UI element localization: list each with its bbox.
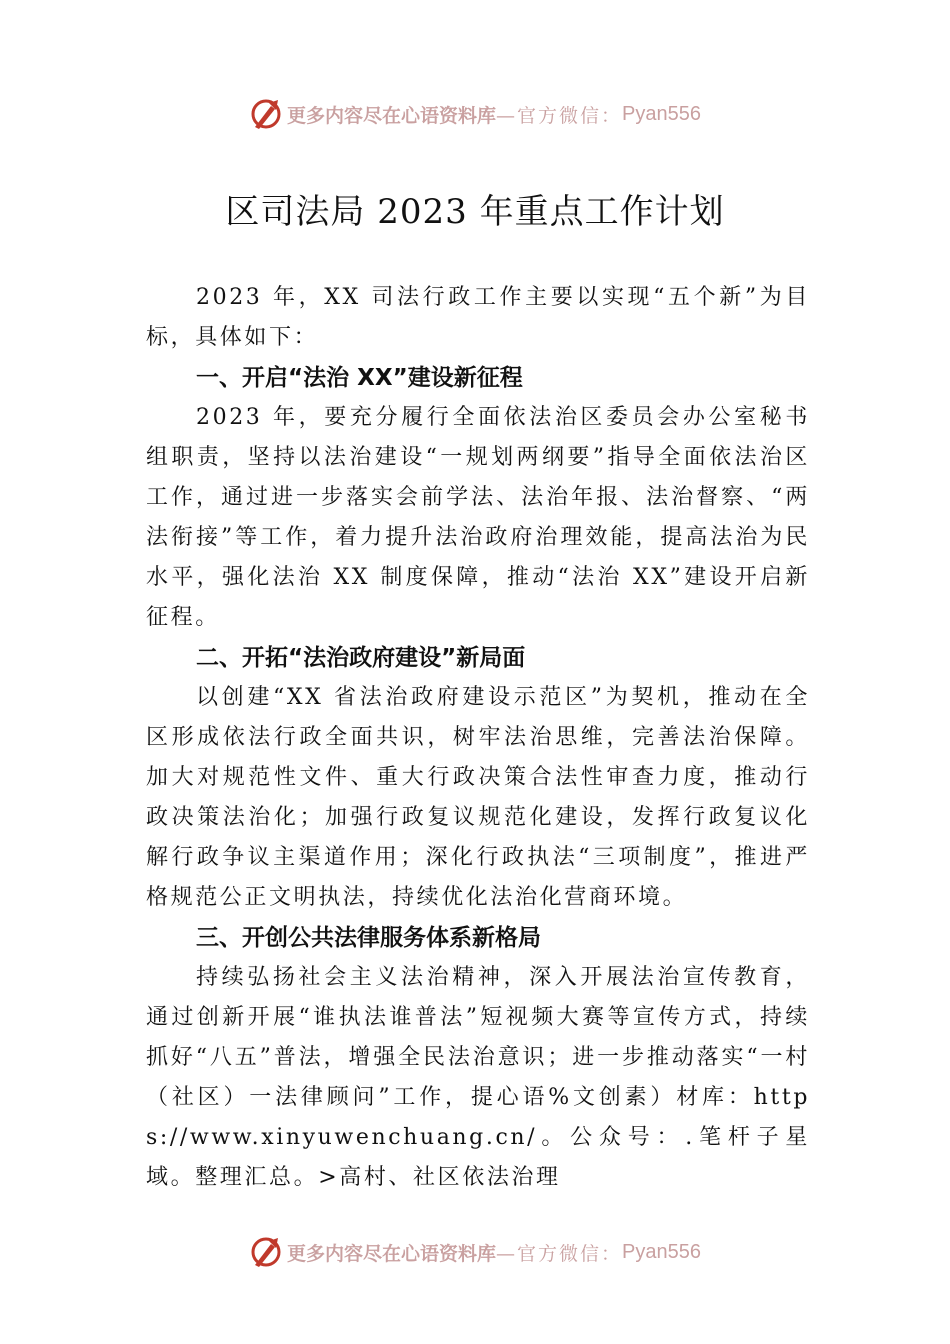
footer-watermark-banner	[0, 1232, 950, 1272]
document-title: 区司法局 2023 年重点工作计划	[225, 192, 725, 232]
banner-wechat-id: Pyan556	[622, 1240, 701, 1263]
banner-dash-text: —官方微信：	[496, 104, 623, 127]
document-body	[146, 278, 810, 1198]
banner-dash-text: —官方微信：	[496, 1242, 623, 1265]
banner-main-text: 更多内容尽在心语资料库	[287, 1242, 497, 1265]
section-body-2: 以创建“XX 省法治政府建设示范区”为契机，推动在全区形成依法行政全面共识，树牢法治思维，完善法治保障。加大对规范性文件、重大行政决策合法性审查力度，推动行政决策法治化；加强行政复议规范化建设，发挥行政复议化解行政争议主渠道作用；深化行政执法“三项制度”，推进严格规范公正文明执法，持续优化法治化营商环境。	[146, 685, 810, 910]
header-watermark-banner	[0, 94, 950, 134]
section-heading-1: 一、开启“法治 XX”建设新征程	[196, 365, 523, 391]
section-body-1: 2023 年，要充分履行全面依法治区委员会办公室秘书组职责，坚持以法治建设“一规划两纲要”指导全面依法治区工作，通过进一步落实会前学法、法治年报、法治督察、“两法衔接”等工作，着力提升法治政府治理效能，提高法治为民水平，强化法治 XX 制度保障，推动“法治 XX”建设开启新征程。	[146, 405, 810, 630]
section-heading-3: 三、开创公共法律服务体系新格局	[196, 925, 541, 951]
intro-paragraph: 2023 年，XX 司法行政工作主要以实现“五个新”为目标，具体如下：	[146, 285, 810, 350]
pen-logo-icon	[249, 97, 283, 131]
section-heading-2: 二、开拓“法治政府建设”新局面	[196, 645, 526, 671]
pen-logo-icon	[249, 1235, 283, 1269]
banner-wechat-id: Pyan556	[622, 102, 701, 125]
banner-main-text: 更多内容尽在心语资料库	[287, 104, 497, 127]
section-body-3: 持续弘扬社会主义法治精神，深入开展法治宣传教育，通过创新开展“谁执法谁普法”短视频大赛等宣传方式，持续抓好“八五”普法，增强全民法治意识；进一步推动落实“一村（社区）一法律顾问”工作，提心语%文创素）材库：https://www.xinyuwenchuang.cn/。公众号：.笔杆子星域。整理汇总。>高村、社区依法治理	[146, 965, 810, 1190]
